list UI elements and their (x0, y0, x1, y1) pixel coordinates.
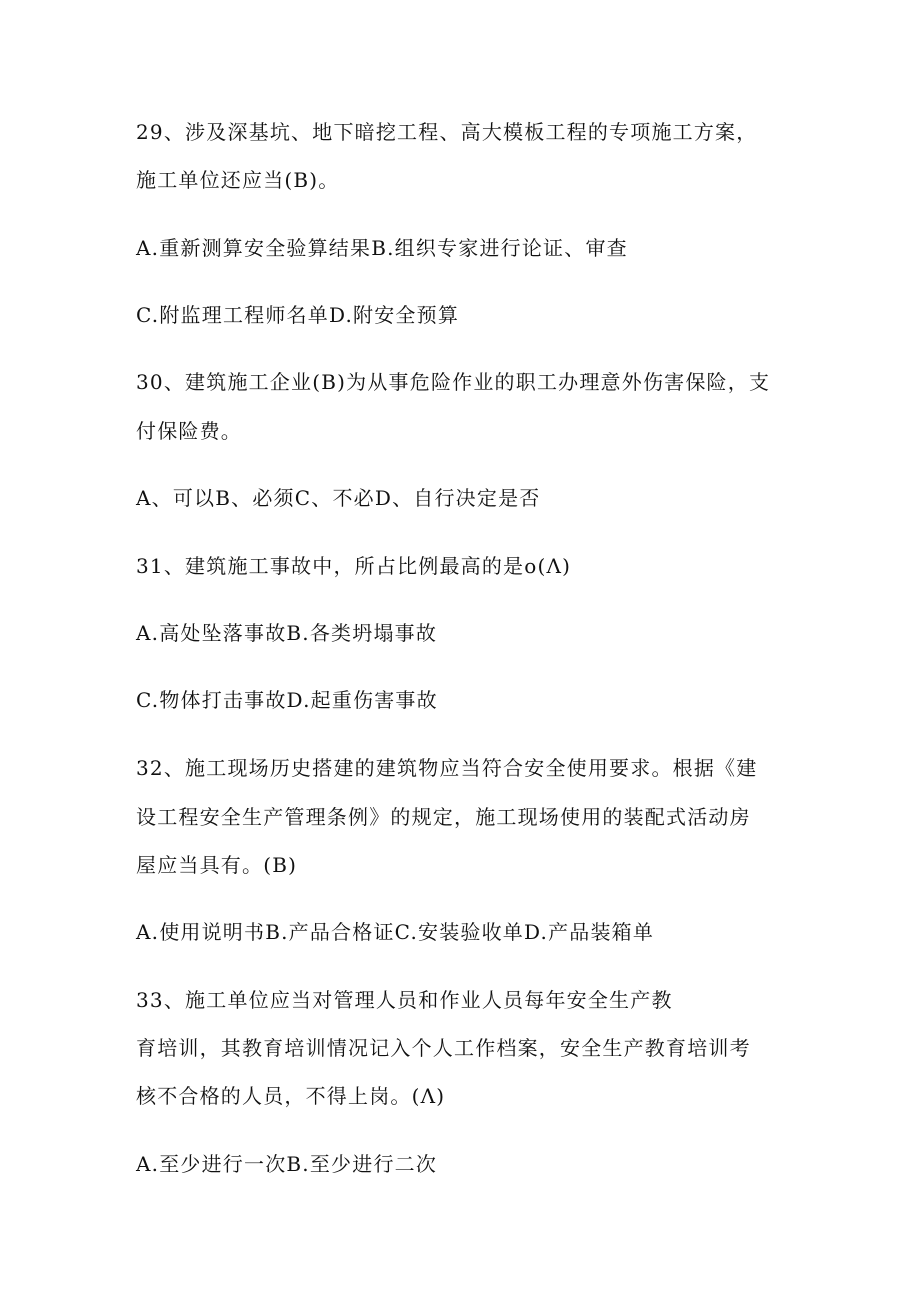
q33-line-3: 核不合格的人员，不得上岗。(Λ) (136, 1084, 446, 1108)
q33-line-1: 33、施工单位应当对管理人员和作业人员每年安全生产教 (136, 988, 673, 1012)
q33-options: A.至少进行一次B.至少进行二次 (136, 1152, 438, 1176)
q29-options-cd: C.附监理工程师名单D.附安全预算 (136, 303, 460, 327)
q31-line-1: 31、建筑施工事故中，所占比例最高的是o(Λ) (136, 554, 572, 578)
q30-line-2: 付保险费。 (136, 419, 242, 443)
q30-options: A、可以B、必须C、不必D、自行决定是否 (136, 486, 541, 510)
q29-line-1: 29、涉及深基坑、地下暗挖工程、高大模板工程的专项施工方案， (136, 120, 758, 144)
q33-line-2: 育培训，其教育培训情况记入个人工作档案，安全生产教育培训考 (136, 1036, 751, 1060)
q32-line-2: 设工程安全生产管理条例》的规定，施工现场使用的装配式活动房 (136, 805, 751, 829)
q32-line-1: 32、施工现场历史搭建的建筑物应当符合安全使用要求。根据《建 (136, 756, 758, 780)
q31-options-cd: C.物体打击事故D.起重伤害事故 (136, 688, 438, 712)
q31-options-ab: A.高处坠落事故B.各类坍塌事故 (136, 621, 438, 645)
q32-options: A.使用说明书B.产品合格证C.安装验收单D.产品装箱单 (136, 920, 655, 944)
q29-options-ab: A.重新测算安全验算结果B.组织专家进行论证、审查 (136, 236, 628, 260)
q29-line-2: 施工单位还应当(B)。 (136, 168, 340, 192)
q30-line-1: 30、建筑施工企业(B)为从事危险作业的职工办理意外伤害保险，支 (136, 370, 771, 394)
q32-line-3: 屋应当具有。(B) (136, 853, 298, 877)
